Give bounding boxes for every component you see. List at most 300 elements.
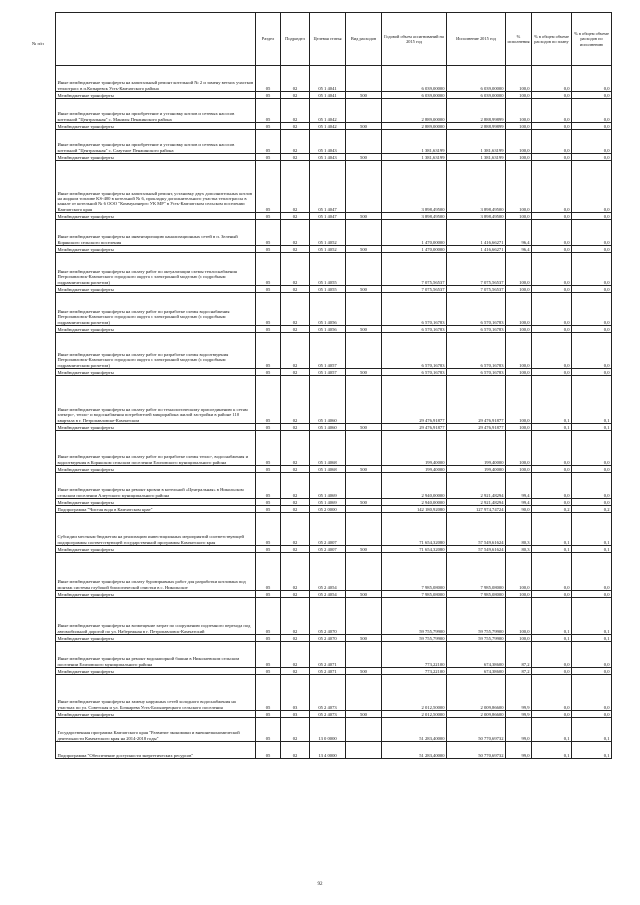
cell-share-exec: 0,0: [572, 246, 612, 253]
cell-plan: 51 283,40000: [382, 742, 447, 759]
cell-pct: 100,0: [506, 424, 532, 431]
cell-subsection: 02: [281, 642, 310, 668]
cell-subsection: 02: [281, 154, 310, 161]
cell-pct: 99,0: [506, 718, 532, 742]
cell-exec: 6 039,00000: [447, 92, 506, 99]
cell-name: Межбюджетные трансферты: [56, 92, 256, 99]
cell-kind: [346, 718, 382, 742]
cell-pct: 99,4: [506, 499, 532, 506]
cell-name: Иные межбюджетные трансферты на приобретение и установку котлов и сетевых насосов котельной "Центральная" с. Манилы Пенжинского района: [56, 99, 256, 123]
cell-exec: 50 770,69732: [447, 718, 506, 742]
cell-pct: 87,2: [506, 668, 532, 675]
cell-pct: 87,2: [506, 642, 532, 668]
cell-share-exec: 0,0: [572, 99, 612, 123]
cell-name: Межбюджетные трансферты: [56, 286, 256, 293]
cell-share-plan: 0,0: [532, 213, 572, 220]
cell-exec: 6 570,16783: [447, 333, 506, 369]
cell-name: Межбюджетные трансферты: [56, 466, 256, 473]
cell-kind: 500: [346, 668, 382, 675]
cell-plan: 71 654,32080: [382, 546, 447, 553]
cell-subsection: 02: [281, 66, 310, 92]
cell-subsection: 02: [281, 220, 310, 246]
cell-exec: 199,40000: [447, 431, 506, 466]
cell-kind: 500: [346, 213, 382, 220]
cell-plan: 773,22100: [382, 642, 447, 668]
cell-subsection: 02: [281, 253, 310, 286]
cell-section: 05: [256, 635, 281, 642]
cell-subsection: 02: [281, 591, 310, 598]
column-header-plan: Годовой объем ассигнований на 2015 год: [382, 13, 447, 66]
cell-kind: [346, 642, 382, 668]
table-row: [56, 220, 612, 246]
cell-kind: 500: [346, 499, 382, 506]
cell-subsection: 02: [281, 326, 310, 333]
table-row: [56, 513, 612, 546]
cell-subsection: 02: [281, 513, 310, 546]
cell-exec: 2 888,99899: [447, 123, 506, 130]
cell-subsection: 02: [281, 123, 310, 130]
cell-pct: 100,0: [506, 213, 532, 220]
cell-exec: 3 898,49500: [447, 161, 506, 213]
cell-share-exec: 0,0: [572, 220, 612, 246]
cell-plan: 6 570,16783: [382, 369, 447, 376]
table-row: [56, 293, 612, 326]
cell-article: 05 2 4007: [310, 513, 346, 546]
cell-section: 05: [256, 513, 281, 546]
cell-exec: 6 570,16783: [447, 369, 506, 376]
cell-subsection: 02: [281, 130, 310, 154]
cell-section: 05: [256, 326, 281, 333]
cell-share-plan: 0,0: [532, 642, 572, 668]
cell-kind: 500: [346, 546, 382, 553]
cell-section: 05: [256, 473, 281, 499]
cell-section: 05: [256, 591, 281, 598]
cell-share-exec: 0,2: [572, 506, 612, 513]
cell-share-plan: 0,0: [532, 161, 572, 213]
cell-exec: 57 549,61624: [447, 546, 506, 553]
cell-pct: 100,0: [506, 123, 532, 130]
table-row: [56, 92, 612, 99]
cell-share-exec: 0,0: [572, 130, 612, 154]
table-row: [56, 591, 612, 598]
cell-share-exec: 0,0: [572, 642, 612, 668]
table-row: [56, 466, 612, 473]
cell-share-plan: 0,0: [532, 675, 572, 711]
cell-share-exec: 0,1: [572, 742, 612, 759]
cell-share-exec: 0,1: [572, 718, 612, 742]
cell-article: 05 2 4054: [310, 591, 346, 598]
cell-name: Иные межбюджетные трансферты на приобретение и установку котлов и сетевых насосов котельной "Центральная" с. Слаутное Пенжинского района: [56, 130, 256, 154]
cell-plan: 2 889,00000: [382, 99, 447, 123]
cell-section: 05: [256, 675, 281, 711]
cell-article: 05 1 4060: [310, 424, 346, 431]
cell-pct: 100,0: [506, 293, 532, 326]
cell-pct: 90,0: [506, 506, 532, 513]
cell-kind: 500: [346, 154, 382, 161]
cell-article: 05 2 4071: [310, 668, 346, 675]
cell-name: Иные межбюджетные трансферты на оплату работ по актуализации схемы теплоснабжения Петропавловск-Камчатского городского округа с электронной моделью (с подробным гидравлическим расчетом): [56, 253, 256, 286]
table-row: [56, 253, 612, 286]
cell-section: 05: [256, 333, 281, 369]
cell-name: Субсидии местным бюджетам на реализацию инвестиционных мероприятий соответствующей подпрограммы соответствующей государственной программы Камчатского края: [56, 513, 256, 546]
cell-exec: 57 549,61624: [447, 513, 506, 546]
table-row: [56, 675, 612, 711]
cell-section: 05: [256, 286, 281, 293]
cell-pct: 96,4: [506, 220, 532, 246]
column-header-section: Раздел: [256, 13, 281, 66]
cell-article: 05 2 0000: [310, 506, 346, 513]
cell-share-plan: 0,1: [532, 598, 572, 635]
cell-exec: 6 570,16783: [447, 326, 506, 333]
cell-name: Межбюджетные трансферты: [56, 591, 256, 598]
cell-share-exec: 0,0: [572, 499, 612, 506]
cell-share-exec: 0,0: [572, 466, 612, 473]
cell-share-plan: 0,1: [532, 742, 572, 759]
cell-name: Иные межбюджетные трансферты на замену наружных сетей холодного водоснабжения на участках по ул. Советская и ул. Бочкарева Усть-Большерецкого сельского поселения: [56, 675, 256, 711]
cell-section: 05: [256, 220, 281, 246]
cell-exec: 6 570,16783: [447, 293, 506, 326]
cell-name: Иные межбюджетные трансферты на оплату буровзрывных работ для разработки котлована под монтаж системы глубокой биологической очистки в с. Никольское: [56, 553, 256, 591]
cell-exec: 674,38600: [447, 668, 506, 675]
cell-subsection: 03: [281, 675, 310, 711]
cell-article: 13 0 0000: [310, 718, 346, 742]
cell-plan: 2 012,50000: [382, 675, 447, 711]
cell-share-plan: 0,0: [532, 253, 572, 286]
cell-exec: 29 476,91877: [447, 376, 506, 424]
column-header-share-exec: % в общем объеме расходов по исполнению: [572, 13, 612, 66]
cell-kind: [346, 130, 382, 154]
cell-share-exec: 0,0: [572, 553, 612, 591]
cell-share-plan: 0,0: [532, 123, 572, 130]
cell-exec: 1 381,63199: [447, 130, 506, 154]
cell-article: 05 1 4056: [310, 326, 346, 333]
cell-kind: 500: [346, 424, 382, 431]
cell-share-plan: 0,0: [532, 591, 572, 598]
cell-share-plan: 0,0: [532, 668, 572, 675]
cell-pct: 100,0: [506, 326, 532, 333]
cell-pct: 100,0: [506, 253, 532, 286]
cell-share-exec: 0,1: [572, 513, 612, 546]
cell-kind: [346, 220, 382, 246]
cell-share-exec: 0,0: [572, 123, 612, 130]
cell-kind: [346, 66, 382, 92]
cell-exec: 127 974,74724: [447, 506, 506, 513]
cell-pct: 100,0: [506, 99, 532, 123]
cell-section: 05: [256, 466, 281, 473]
cell-share-exec: 0,1: [572, 635, 612, 642]
cell-kind: 500: [346, 466, 382, 473]
cell-pct: 100,0: [506, 130, 532, 154]
table-row: [56, 326, 612, 333]
cell-section: 05: [256, 642, 281, 668]
cell-kind: 500: [346, 369, 382, 376]
cell-plan: 51 283,40000: [382, 718, 447, 742]
cell-article: 05 1 4060: [310, 376, 346, 424]
cell-exec: 59 755,79900: [447, 635, 506, 642]
cell-share-plan: 0,0: [532, 431, 572, 466]
cell-share-exec: 0,1: [572, 546, 612, 553]
cell-plan: 29 476,91877: [382, 424, 447, 431]
cell-plan: 59 755,79900: [382, 598, 447, 635]
cell-share-exec: 0,0: [572, 326, 612, 333]
table-row: [56, 99, 612, 123]
cell-pct: 99,0: [506, 742, 532, 759]
cell-pct: 100,0: [506, 591, 532, 598]
cell-section: 05: [256, 99, 281, 123]
cell-name: Иные межбюджетные трансферты на ремонт кровли в котельной «Центральная» в Никольском сельском поселении Алеутского муниципального района: [56, 473, 256, 499]
cell-exec: 6 039,00000: [447, 66, 506, 92]
cell-section: 05: [256, 718, 281, 742]
table-row: [56, 642, 612, 668]
cell-kind: 500: [346, 635, 382, 642]
cell-subsection: 02: [281, 333, 310, 369]
table-row: [56, 431, 612, 466]
cell-share-exec: 0,0: [572, 675, 612, 711]
cell-pct: 100,0: [506, 333, 532, 369]
cell-section: 05: [256, 161, 281, 213]
cell-article: 05 1 4052: [310, 220, 346, 246]
cell-pct: 100,0: [506, 369, 532, 376]
cell-share-exec: 0,0: [572, 161, 612, 213]
cell-pct: 99,4: [506, 473, 532, 499]
cell-plan: 59 755,79900: [382, 635, 447, 642]
cell-kind: [346, 253, 382, 286]
cell-plan: 71 654,32080: [382, 513, 447, 546]
cell-name: Иные межбюджетные трансферты на оплату работ по разработке схемы водоснабжения Петропавловск-Камчатского городского округа с электронной моделью (с подробным гидравлическим расчетом): [56, 293, 256, 326]
column-header-pct: % исполнения: [506, 13, 532, 66]
cell-name: Межбюджетные трансферты: [56, 668, 256, 675]
page-number: 92: [317, 882, 323, 887]
cell-subsection: 02: [281, 424, 310, 431]
cell-subsection: 02: [281, 553, 310, 591]
cell-article: 05 1 4055: [310, 253, 346, 286]
cell-kind: [346, 506, 382, 513]
table-row: [56, 123, 612, 130]
cell-exec: 1 381,63199: [447, 154, 506, 161]
cell-name: Межбюджетные трансферты: [56, 246, 256, 253]
cell-article: 05 1 4041: [310, 66, 346, 92]
cell-share-exec: 0,0: [572, 154, 612, 161]
cell-article: 05 1 4055: [310, 286, 346, 293]
cell-article: 05 1 4056: [310, 293, 346, 326]
column-header-article: Целевая статья: [310, 13, 346, 66]
cell-kind: 500: [346, 286, 382, 293]
cell-name: Межбюджетные трансферты: [56, 499, 256, 506]
cell-plan: 6 039,00000: [382, 66, 447, 92]
cell-share-plan: 0,0: [532, 99, 572, 123]
cell-kind: [346, 675, 382, 711]
cell-share-exec: 0,0: [572, 473, 612, 499]
cell-share-exec: 0,0: [572, 213, 612, 220]
table-row: [56, 499, 612, 506]
cell-subsection: 02: [281, 668, 310, 675]
cell-name: Иные межбюджетные трансферты на оплату работ по разработке схемы тепло-, водоснабжения и водоотведения в Корякском сельском поселении Елизовского муниципального района: [56, 431, 256, 466]
cell-kind: 500: [346, 591, 382, 598]
cell-article: 05 1 4069: [310, 473, 346, 499]
cell-plan: 6 570,16783: [382, 333, 447, 369]
cell-exec: 7 985,08000: [447, 591, 506, 598]
cell-plan: 1 381,63199: [382, 130, 447, 154]
cell-section: 05: [256, 213, 281, 220]
cell-plan: 1 381,63199: [382, 154, 447, 161]
cell-section: 05: [256, 246, 281, 253]
cell-name: Межбюджетные трансферты: [56, 711, 256, 718]
table-row: [56, 333, 612, 369]
cell-name: Межбюджетные трансферты: [56, 546, 256, 553]
cell-name: Иные межбюджетные трансферты на капитальный ремонт, установку двух дополнительных котлов на жидком топливе KS-400 в котельной № 6, прокладку дополнительного участка теплотрассы в канале от котельной № 6 ООО "Коммунэнерго УК МР" в Усть-Камчатском сельском поселении Камчатского края: [56, 161, 256, 213]
cell-article: 05 1 4069: [310, 499, 346, 506]
cell-kind: [346, 598, 382, 635]
cell-share-plan: 0,1: [532, 546, 572, 553]
cell-pct: 100,0: [506, 598, 532, 635]
cell-share-plan: 0,1: [532, 635, 572, 642]
cell-article: 05 1 4041: [310, 92, 346, 99]
cell-subsection: 02: [281, 473, 310, 499]
cell-pct: 96,4: [506, 246, 532, 253]
table-row: [56, 213, 612, 220]
table-row: [56, 506, 612, 513]
table-row: [56, 161, 612, 213]
cell-name: Межбюджетные трансферты: [56, 123, 256, 130]
cell-plan: 29 476,91877: [382, 376, 447, 424]
cell-pct: 100,0: [506, 161, 532, 213]
cell-share-plan: 0,0: [532, 66, 572, 92]
cell-share-plan: 0,0: [532, 92, 572, 99]
cell-share-plan: 0,0: [532, 326, 572, 333]
cell-share-plan: 0,1: [532, 718, 572, 742]
cell-exec: 199,40000: [447, 466, 506, 473]
cell-article: 05 1 4068: [310, 431, 346, 466]
cell-kind: [346, 431, 382, 466]
cell-article: 05 2 4073: [310, 675, 346, 711]
cell-share-exec: 0,0: [572, 286, 612, 293]
cell-name: Межбюджетные трансферты: [56, 635, 256, 642]
cell-subsection: 02: [281, 431, 310, 466]
cell-kind: [346, 376, 382, 424]
cell-article: 05 1 4057: [310, 369, 346, 376]
cell-section: 05: [256, 711, 281, 718]
cell-pct: 100,0: [506, 286, 532, 293]
cell-exec: 1 416,66271: [447, 220, 506, 246]
cell-kind: [346, 513, 382, 546]
cell-article: 05 1 4052: [310, 246, 346, 253]
column-header-exec: Исполнение 2015 год: [447, 13, 506, 66]
table-header-row: [56, 13, 612, 66]
column-header-subsection: Подраздел: [281, 13, 310, 66]
cell-pct: 100,0: [506, 92, 532, 99]
cell-subsection: 02: [281, 499, 310, 506]
cell-article: 13 4 0000: [310, 742, 346, 759]
cell-share-exec: 0,0: [572, 668, 612, 675]
cell-name: Иные межбюджетные трансферты на оплату работ по разработке схемы водоотведения Петропавловск-Камчатского городского округа с электронной моделью (с подробным гидравлическим расчетом): [56, 333, 256, 369]
cell-subsection: 02: [281, 546, 310, 553]
cell-name: Подпрограмма "Обеспечение доступности энергетических ресурсов": [56, 742, 256, 759]
budget-table-sheet: [55, 12, 611, 759]
table-row: [56, 598, 612, 635]
table-row: [56, 246, 612, 253]
cell-exec: 1 416,66271: [447, 246, 506, 253]
cell-name: Иные межбюджетные трансферты на оплату работ по технологическому присоединению к сетям электро-, тепло- и водоснабжения потребителей микрорайона жилой застройки в районе 110 квартала в г. Петропавловске-Камчатском: [56, 376, 256, 424]
table-row: [56, 286, 612, 293]
cell-section: 05: [256, 553, 281, 591]
cell-article: 05 2 4054: [310, 553, 346, 591]
cell-article: 05 2 4071: [310, 642, 346, 668]
cell-article: 05 1 4042: [310, 123, 346, 130]
table-row: [56, 154, 612, 161]
cell-pct: 100,0: [506, 154, 532, 161]
cell-subsection: 02: [281, 369, 310, 376]
cell-plan: 6 570,16783: [382, 326, 447, 333]
cell-article: 05 2 4007: [310, 546, 346, 553]
cell-exec: 2 921,48294: [447, 473, 506, 499]
cell-kind: [346, 742, 382, 759]
table-row: [56, 742, 612, 759]
table-row: [56, 424, 612, 431]
cell-pct: 80,3: [506, 513, 532, 546]
cell-article: 05 2 4070: [310, 598, 346, 635]
cell-plan: 3 898,49500: [382, 161, 447, 213]
cell-subsection: 02: [281, 635, 310, 642]
cell-share-exec: 0,0: [572, 431, 612, 466]
cell-subsection: 02: [281, 246, 310, 253]
cell-subsection: 02: [281, 99, 310, 123]
cell-share-exec: 0,0: [572, 369, 612, 376]
cell-subsection: 02: [281, 161, 310, 213]
cell-exec: 7 075,56537: [447, 286, 506, 293]
cell-subsection: 02: [281, 92, 310, 99]
cell-pct: 100,0: [506, 431, 532, 466]
cell-article: 05 1 4047: [310, 161, 346, 213]
cell-kind: 500: [346, 246, 382, 253]
cell-plan: 6 039,00000: [382, 92, 447, 99]
cell-share-plan: 0,2: [532, 506, 572, 513]
cell-share-plan: 0,1: [532, 376, 572, 424]
cell-subsection: 02: [281, 293, 310, 326]
cell-kind: [346, 99, 382, 123]
cell-name: Межбюджетные трансферты: [56, 424, 256, 431]
cell-name: Иные межбюджетные трансферты на ремонт водонапорной башни в Николаевском сельском поселении Елизовского муниципального района: [56, 642, 256, 668]
cell-plan: 7 985,08000: [382, 553, 447, 591]
cell-pct: 100,0: [506, 376, 532, 424]
cell-share-exec: 0,0: [572, 92, 612, 99]
cell-section: 05: [256, 376, 281, 424]
cell-plan: 199,40000: [382, 431, 447, 466]
table-row: [56, 473, 612, 499]
cell-subsection: 02: [281, 213, 310, 220]
cell-kind: [346, 161, 382, 213]
cell-plan: 7 075,56537: [382, 286, 447, 293]
cell-kind: 500: [346, 326, 382, 333]
cell-share-plan: 0,0: [532, 246, 572, 253]
budget-table: [55, 12, 612, 759]
cell-share-plan: 0,0: [532, 466, 572, 473]
cell-share-plan: 0,0: [532, 286, 572, 293]
cell-plan: 1 470,00000: [382, 246, 447, 253]
cell-section: 05: [256, 598, 281, 635]
cell-share-plan: 0,1: [532, 424, 572, 431]
cell-exec: 2 888,99899: [447, 99, 506, 123]
cell-name: Иные межбюджетные трансферты на инвентаризацию канализационных сетей в п. Зеленый Корякского сельского поселения: [56, 220, 256, 246]
cell-name: Подпрограмма "Чистая вода в Камчатском крае": [56, 506, 256, 513]
cell-section: 05: [256, 742, 281, 759]
cell-subsection: 02: [281, 506, 310, 513]
cell-exec: 50 770,69732: [447, 742, 506, 759]
cell-share-plan: 0,0: [532, 473, 572, 499]
cell-share-plan: 0,0: [532, 220, 572, 246]
cell-article: 05 1 4047: [310, 213, 346, 220]
cell-section: 05: [256, 130, 281, 154]
cell-section: 05: [256, 369, 281, 376]
